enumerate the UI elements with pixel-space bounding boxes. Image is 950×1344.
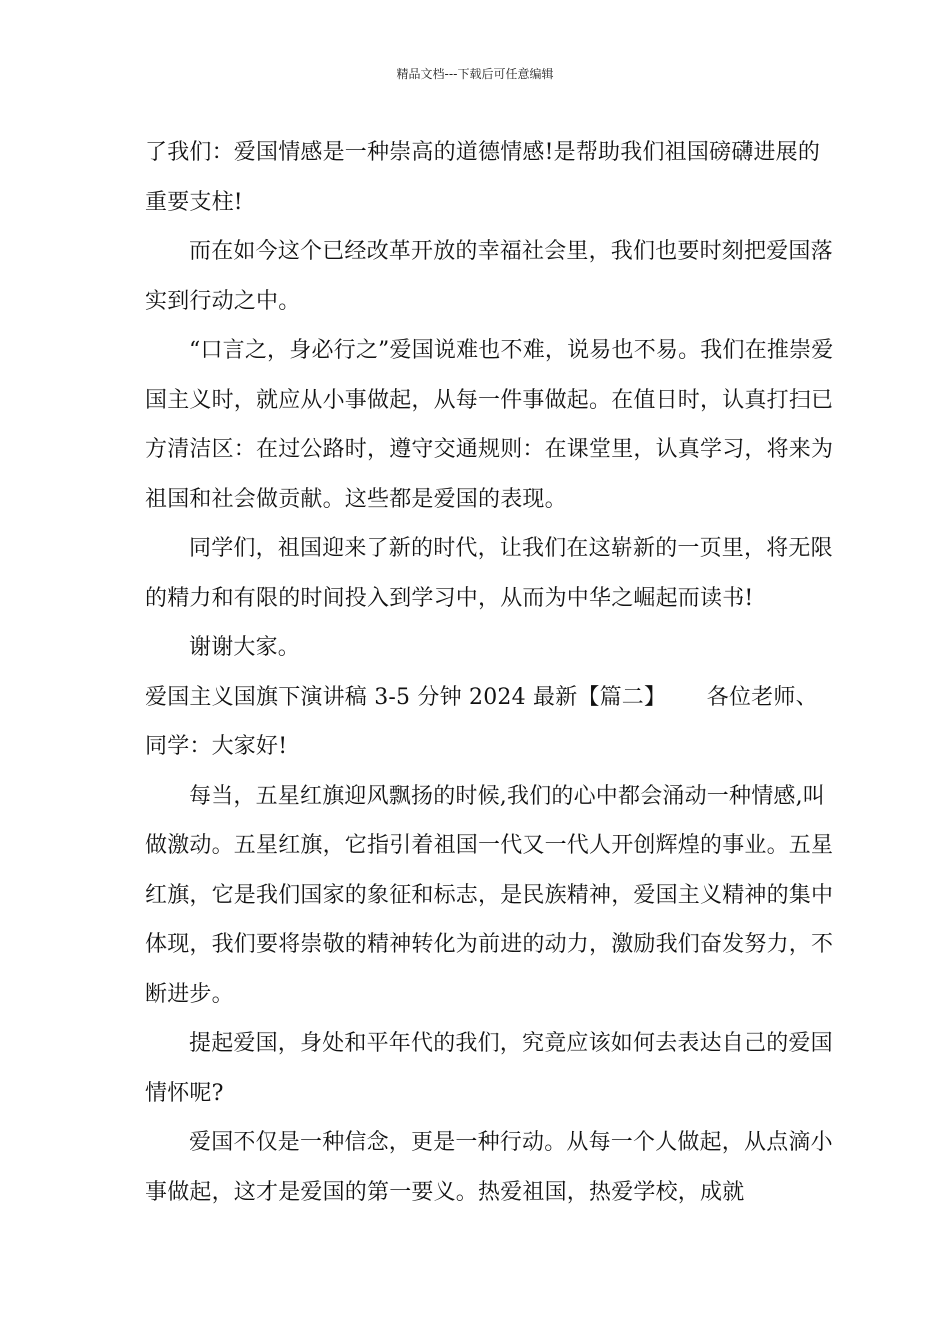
paragraph-1: 了我们：爱国情感是一种崇高的道德情感!是帮助我们祖国磅礴进展的重要支柱! (145, 140, 821, 215)
page-header: 精品文档---下载后可任意编辑 (396, 67, 554, 81)
document-body (145, 128, 835, 1217)
paragraph-7: 提起爱国，身处和平年代的我们，究竟应该如何去表达自己的爱国情怀呢? (145, 1031, 833, 1106)
paragraph-5: 谢谢大家。 (189, 635, 301, 660)
paragraph-3: “口言之，身必行之”爱国说难也不难，说易也不易。我们在推崇爱国主义时，就应从小事做起，从每一件事做起。在值日时，认真打扫已方清洁区：在过公路时，遵守交通规则：在课堂里，认真学习，将来为祖国和社会做贡献。这些都是爱国的表现。 (145, 338, 834, 512)
paragraph-2: 而在如今这个已经改革开放的幸福社会里，我们也要时刻把爱国落实到行动之中。 (145, 239, 833, 314)
paragraph-6: 每当，五星红旗迎风飘扬的时候,我们的心中都会涌动一种情感,叫做激动。五星红旗，它指引着祖国一代又一代人开创辉煌的事业。五星红旗，它是我们国家的象征和标志，是民族精神，爱国主义精神的集中体现，我们要将崇敬的精神转化为前进的动力，激励我们奋发努力，不断进步。 (145, 783, 834, 1007)
section-heading: 爱国主义国旗下演讲稿 3-5 分钟 2024 最新【篇二】 各位老师、同学：大家好! (145, 684, 818, 759)
paragraph-8: 爱国不仅是一种信念，更是一种行动。从每一个人做起，从点滴小事做起，这才是爱国的第一要义。热爱祖国，热爱学校，成就 (145, 1130, 833, 1205)
paragraph-4: 同学们，祖国迎来了新的时代，让我们在这崭新的一页里，将无限的精力和有限的时间投入到学习中，从而为中华之崛起而读书! (145, 536, 833, 611)
